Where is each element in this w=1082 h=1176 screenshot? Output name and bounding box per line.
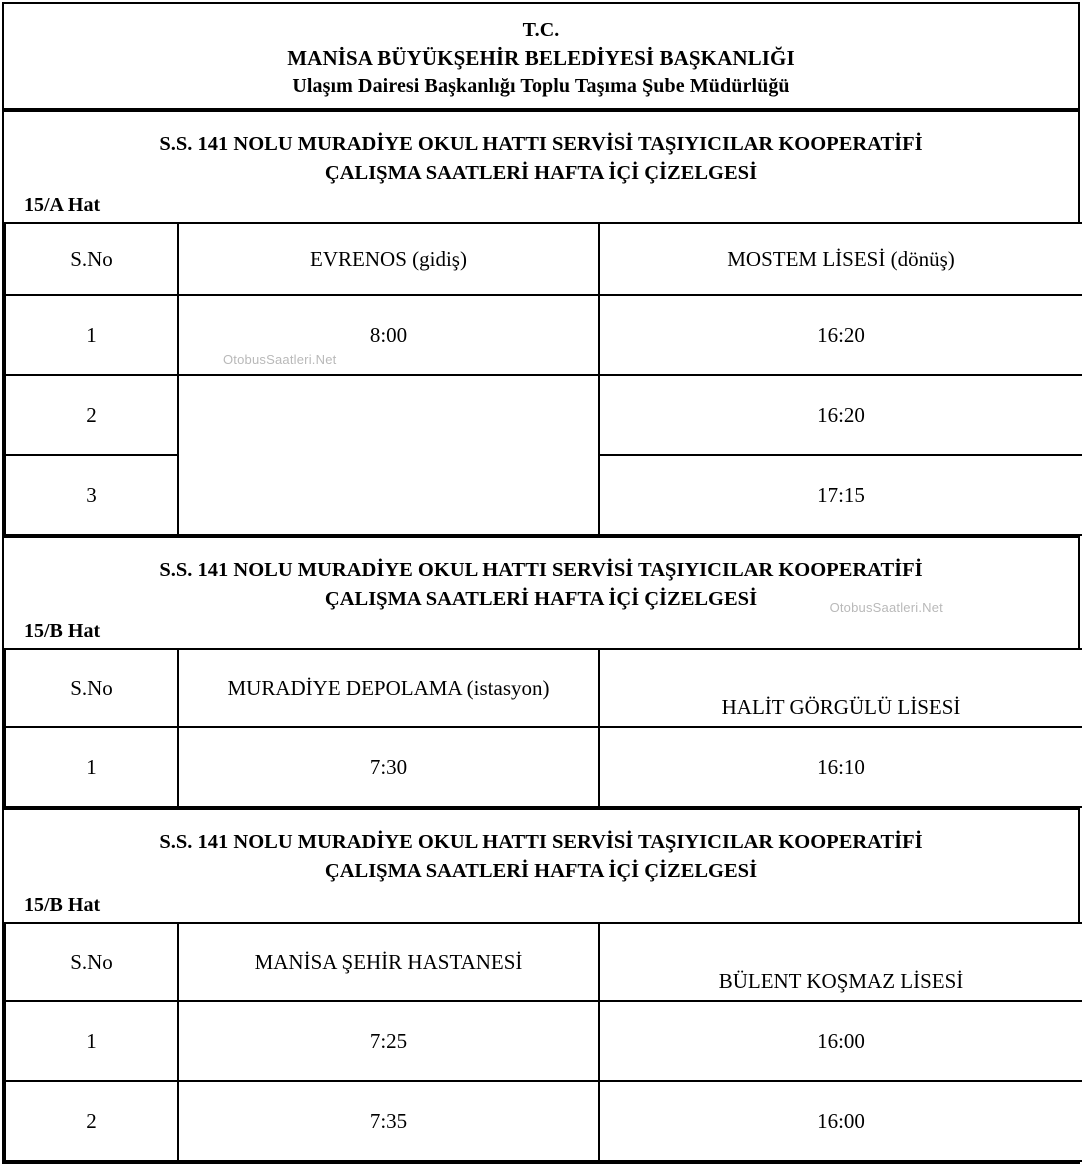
- organization-header: [2, 2, 1080, 110]
- section-title-line1: S.S. 141 NOLU MURADİYE OKUL HATTI SERVİSİ TAŞIYICILAR KOOPERATİFİ: [159, 133, 923, 155]
- table-header-row: [5, 649, 1082, 727]
- table-header-row: [5, 923, 1082, 1001]
- column-header-sno: S.No: [5, 223, 178, 295]
- column-header-return: MOSTEM LİSESİ (dönüş): [599, 223, 1082, 295]
- schedule-table-wrapper-15b-muradiye: [4, 648, 1078, 808]
- column-header-return: HALİT GÖRGÜLÜ LİSESİ: [599, 649, 1082, 727]
- org-header-line-tc: T.C.: [522, 19, 560, 41]
- table-header-row: [5, 223, 1082, 295]
- cell-return-time: 16:20: [599, 375, 1082, 455]
- cell-sno: 1: [5, 295, 178, 375]
- section-title-line1: S.S. 141 NOLU MURADİYE OKUL HATTI SERVİSİ TAŞIYICILAR KOOPERATİFİ: [159, 831, 923, 853]
- cell-sno: 3: [5, 455, 178, 535]
- route-label-15b-muradiye: 15/B Hat: [24, 620, 101, 642]
- cell-sno: 1: [5, 727, 178, 807]
- section-title-band-15a: [4, 112, 1078, 222]
- schedule-table-15b-hastane: [4, 922, 1082, 1162]
- section-title-band-15b-hastane: [4, 810, 1078, 922]
- schedule-table-15a: [4, 222, 1082, 536]
- cell-return-time: 17:15: [599, 455, 1082, 535]
- table-row: [5, 1001, 1082, 1081]
- org-header-line-department: Ulaşım Dairesi Başkanlığı Toplu Taşıma Şube Müdürlüğü: [292, 75, 790, 97]
- section-title-line2: ÇALIŞMA SAATLERİ HAFTA İÇİ ÇİZELGESİ: [324, 860, 758, 882]
- schedule-table-15b-muradiye: [4, 648, 1082, 808]
- watermark-text: OtobusSaatleri.Net: [829, 600, 943, 615]
- column-header-sno: S.No: [5, 923, 178, 1001]
- table-row: [5, 727, 1082, 807]
- cell-sno: 2: [5, 375, 178, 455]
- schedule-table-wrapper-15b-hastane: [4, 922, 1078, 1162]
- schedule-table-wrapper-15a: [4, 222, 1078, 536]
- cell-departure-time: 7:25: [178, 1001, 599, 1081]
- route-label-15a: 15/A Hat: [24, 194, 101, 216]
- table-row: [5, 1081, 1082, 1161]
- cell-return-time: 16:00: [599, 1001, 1082, 1081]
- cell-return-time: 16:20: [599, 295, 1082, 375]
- column-header-sno: S.No: [5, 649, 178, 727]
- watermark-text: OtobusSaatleri.Net: [223, 352, 337, 367]
- cell-sno: 1: [5, 1001, 178, 1081]
- cell-return-time: 16:10: [599, 727, 1082, 807]
- table-row: [5, 375, 1082, 455]
- cell-departure-time: 8:00: [178, 295, 599, 375]
- section-title-line2: ÇALIŞMA SAATLERİ HAFTA İÇİ ÇİZELGESİ: [324, 588, 758, 610]
- section-title-15b-hastane: [4, 828, 1078, 886]
- route-label-15b-hastane: 15/B Hat: [24, 894, 101, 916]
- column-header-departure: MURADİYE DEPOLAMA (istasyon): [178, 649, 599, 727]
- schedule-section-15a: [2, 110, 1080, 538]
- column-header-departure: MANİSA ŞEHİR HASTANESİ: [178, 923, 599, 1001]
- table-row: [5, 295, 1082, 375]
- cell-sno: 2: [5, 1081, 178, 1161]
- cell-departure-time-empty-merged: [178, 375, 599, 535]
- section-title-line1: S.S. 141 NOLU MURADİYE OKUL HATTI SERVİSİ TAŞIYICILAR KOOPERATİFİ: [159, 559, 923, 581]
- column-header-return: BÜLENT KOŞMAZ LİSESİ: [599, 923, 1082, 1001]
- org-header-line-municipality: MANİSA BÜYÜKŞEHİR BELEDİYESİ BAŞKANLIĞI: [287, 46, 795, 70]
- column-header-departure: EVRENOS (gidiş): [178, 223, 599, 295]
- cell-departure-time: 7:35: [178, 1081, 599, 1161]
- cell-return-time: 16:00: [599, 1081, 1082, 1161]
- section-title-15a: [4, 130, 1078, 188]
- schedule-section-15b-muradiye: [2, 538, 1080, 810]
- schedule-document-page: [0, 2, 1082, 1176]
- section-title-band-15b-muradiye: [4, 538, 1078, 648]
- schedule-section-15b-hastane: [2, 810, 1080, 1164]
- cell-departure-time: 7:30: [178, 727, 599, 807]
- section-title-line2: ÇALIŞMA SAATLERİ HAFTA İÇİ ÇİZELGESİ: [324, 162, 758, 184]
